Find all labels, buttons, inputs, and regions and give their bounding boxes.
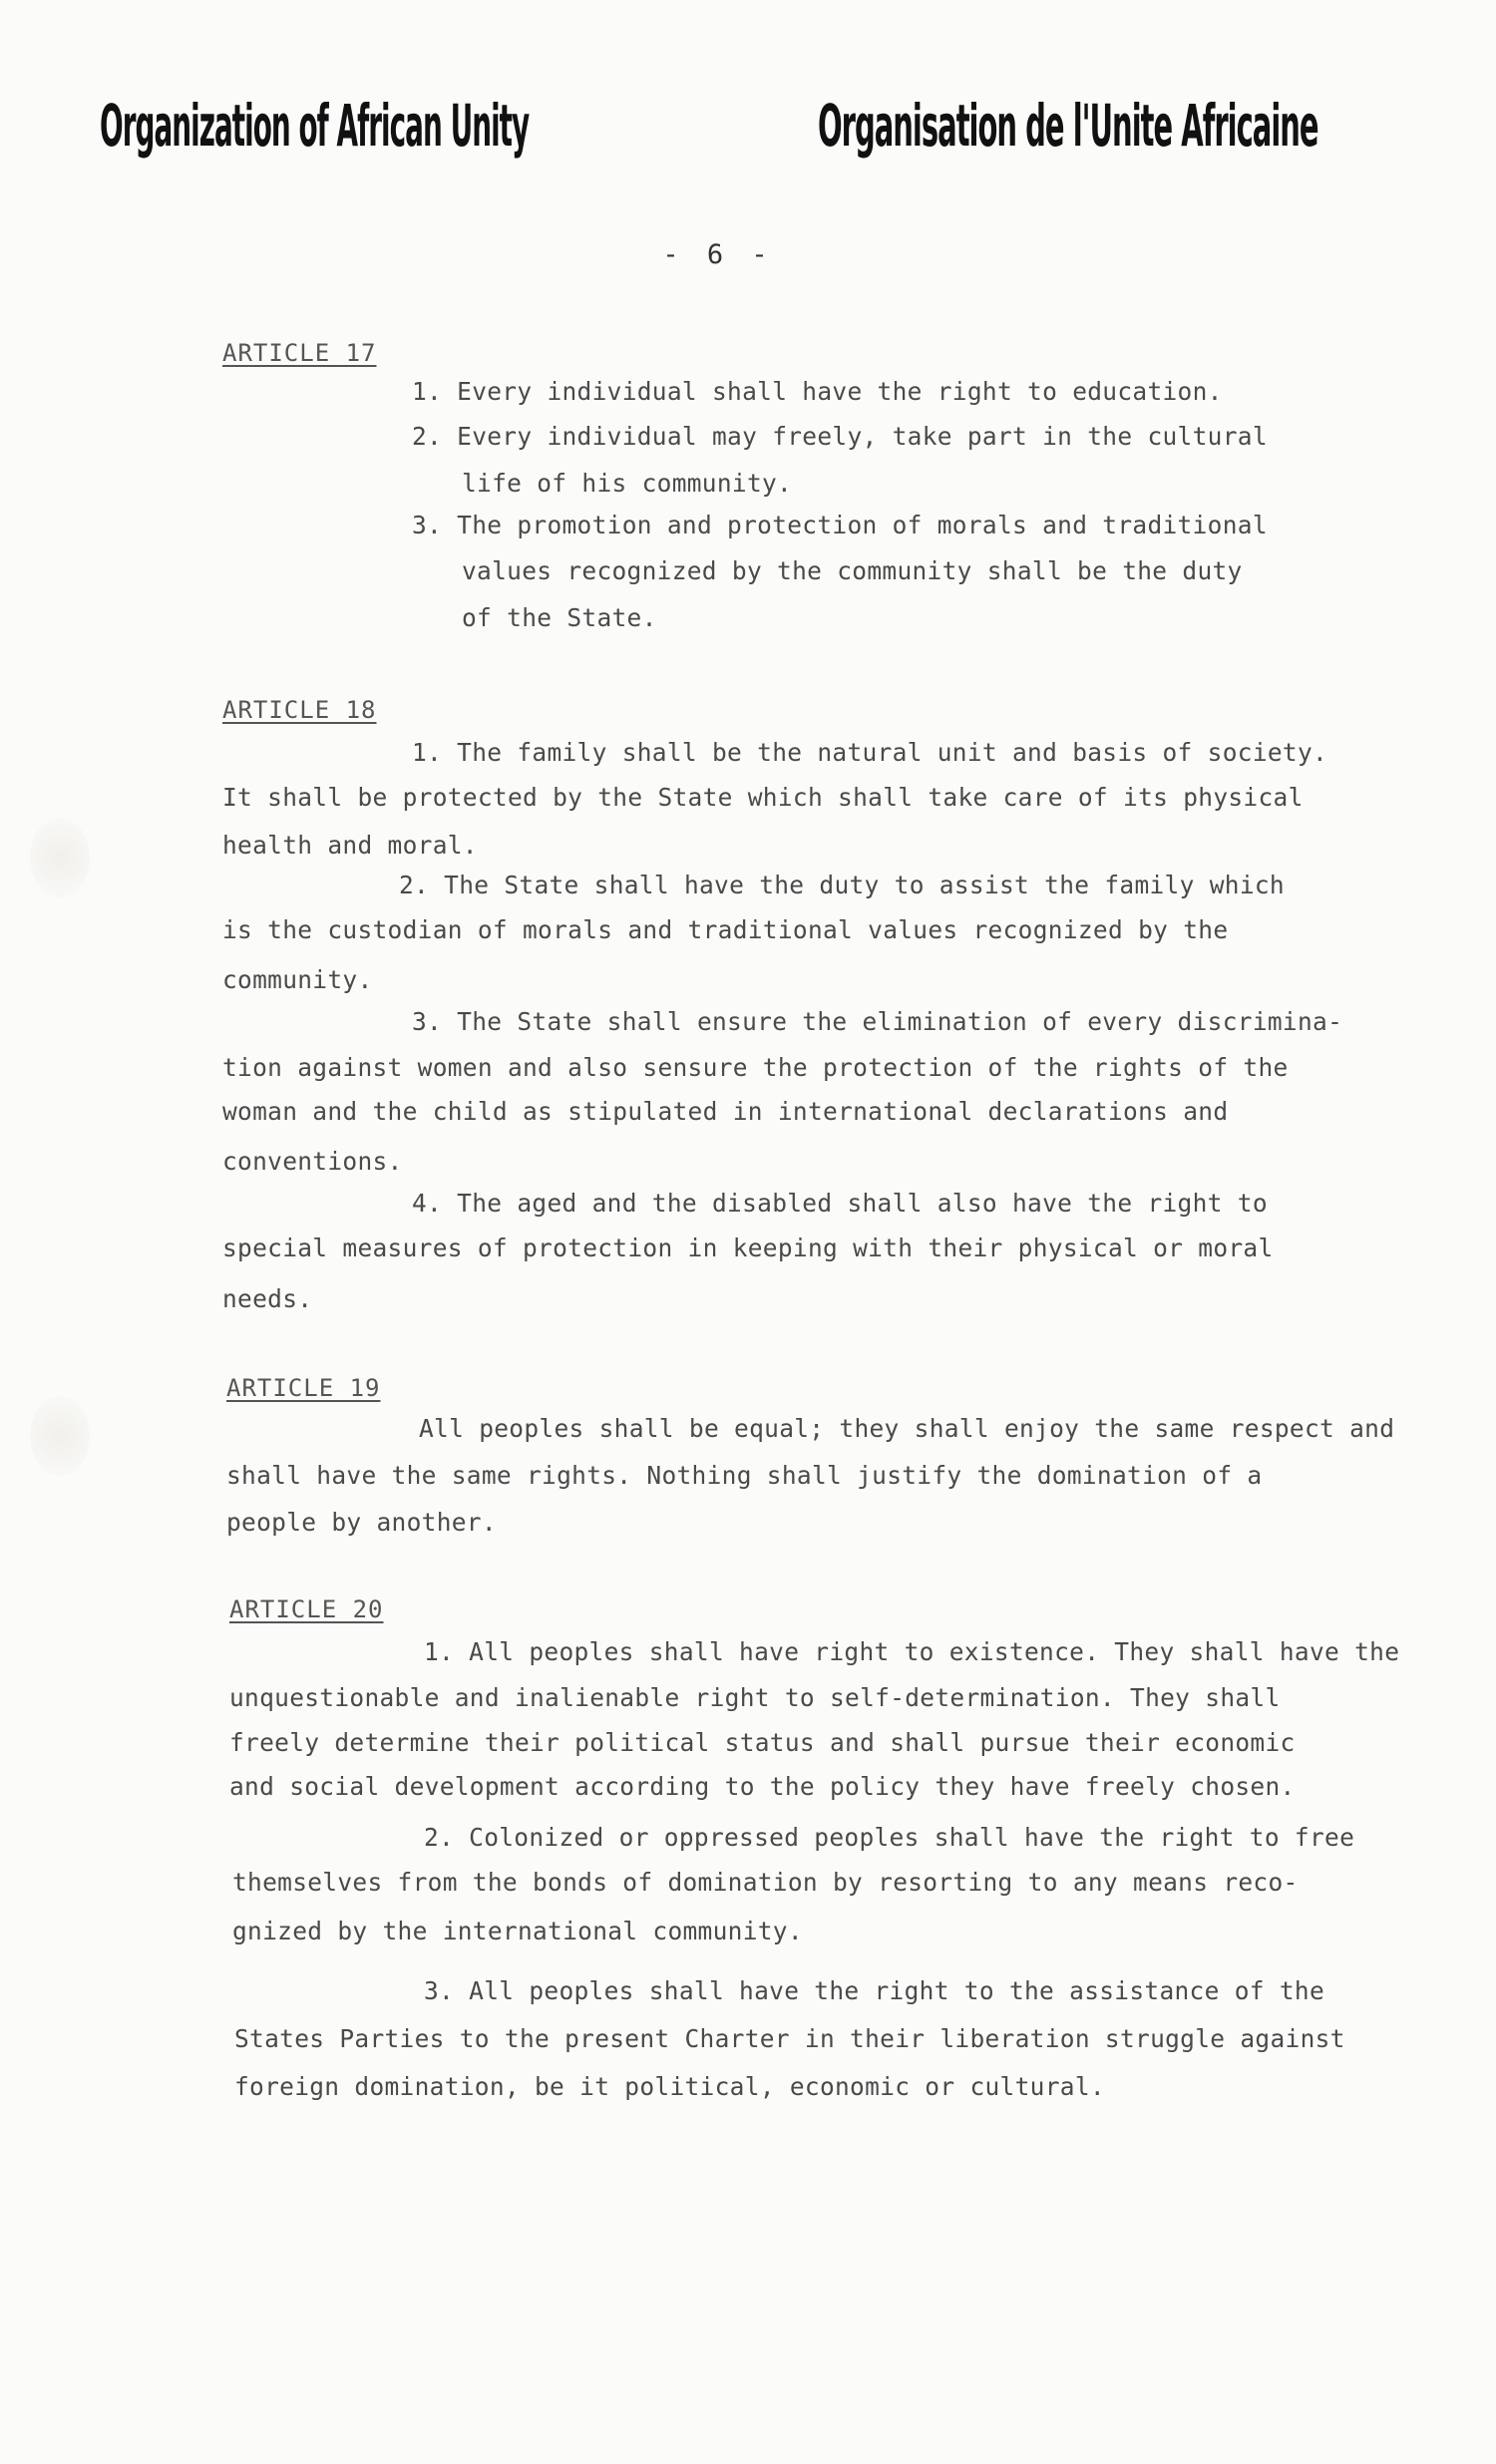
text-line: 4. The aged and the disabled shall also have the right to [412,1189,1268,1218]
text-line: shall have the same rights. Nothing shall justify the domination of a [226,1461,1263,1490]
text-line: States Parties to the present Charter in their liberation struggle against [234,2024,1345,2053]
article-19-heading: ARTICLE 19 [226,1374,381,1402]
letterhead-french: Organisation de l'Unite Africaine [818,92,1318,160]
text-line: It shall be protected by the State which shall take care of its physical [222,783,1304,812]
paper-stain [30,1396,90,1476]
text-line: themselves from the bonds of domination by resorting to any means reco- [232,1868,1299,1897]
text-line: 2. Colonized or oppressed peoples shall have the right to free [424,1823,1355,1852]
letterhead-english: Organization of African Unity [100,92,530,160]
text-line: 1. The family shall be the natural unit and basis of society. [412,738,1328,767]
text-line: unquestionable and inalienable right to self-determination. They shall [229,1683,1281,1712]
text-line: foreign domination, be it political, economic or cultural. [234,2072,1105,2101]
text-line: 2. The State shall have the duty to assist the family which [399,871,1285,899]
text-line: life of his community. [462,469,793,498]
text-line: All peoples shall be equal; they shall enjoy the same respect and [419,1414,1395,1443]
paper-stain [30,818,90,897]
text-line: values recognized by the community shall be the duty [462,556,1243,585]
article-18-heading: ARTICLE 18 [222,696,377,724]
text-line: is the custodian of morals and traditional values recognized by the [222,915,1229,944]
text-line: 1. All peoples shall have right to existence. They shall have the [424,1637,1400,1666]
text-line: woman and the child as stipulated in international declarations and [222,1097,1229,1126]
text-line: people by another. [226,1508,497,1537]
article-20-heading: ARTICLE 20 [229,1595,384,1623]
text-line: conventions. [222,1147,403,1176]
letterhead [100,86,1426,176]
page-number: - 6 - [662,239,774,270]
text-line: of the State. [462,603,657,632]
text-line: 2. Every individual may freely, take part in the cultural [412,422,1268,451]
text-line: tion against women and also sensure the protection of the rights of the [222,1053,1289,1082]
text-line: special measures of protection in keeping with their physical or moral [222,1233,1274,1262]
text-line: 3. The promotion and protection of morals and traditional [412,511,1268,539]
text-line: 1. Every individual shall have the right to education. [412,377,1223,406]
text-line: needs. [222,1284,313,1313]
text-line: freely determine their political status and shall pursue their economic [229,1728,1296,1757]
text-line: 3. The State shall ensure the elimination of every discrimina- [412,1007,1343,1036]
text-line: community. [222,965,373,994]
text-line: 3. All peoples shall have the right to the assistance of the [424,1976,1325,2005]
text-line: and social development according to the policy they have freely chosen. [229,1772,1296,1801]
text-line: health and moral. [222,831,478,860]
text-line: gnized by the international community. [232,1917,803,1945]
article-17-heading: ARTICLE 17 [222,339,377,367]
